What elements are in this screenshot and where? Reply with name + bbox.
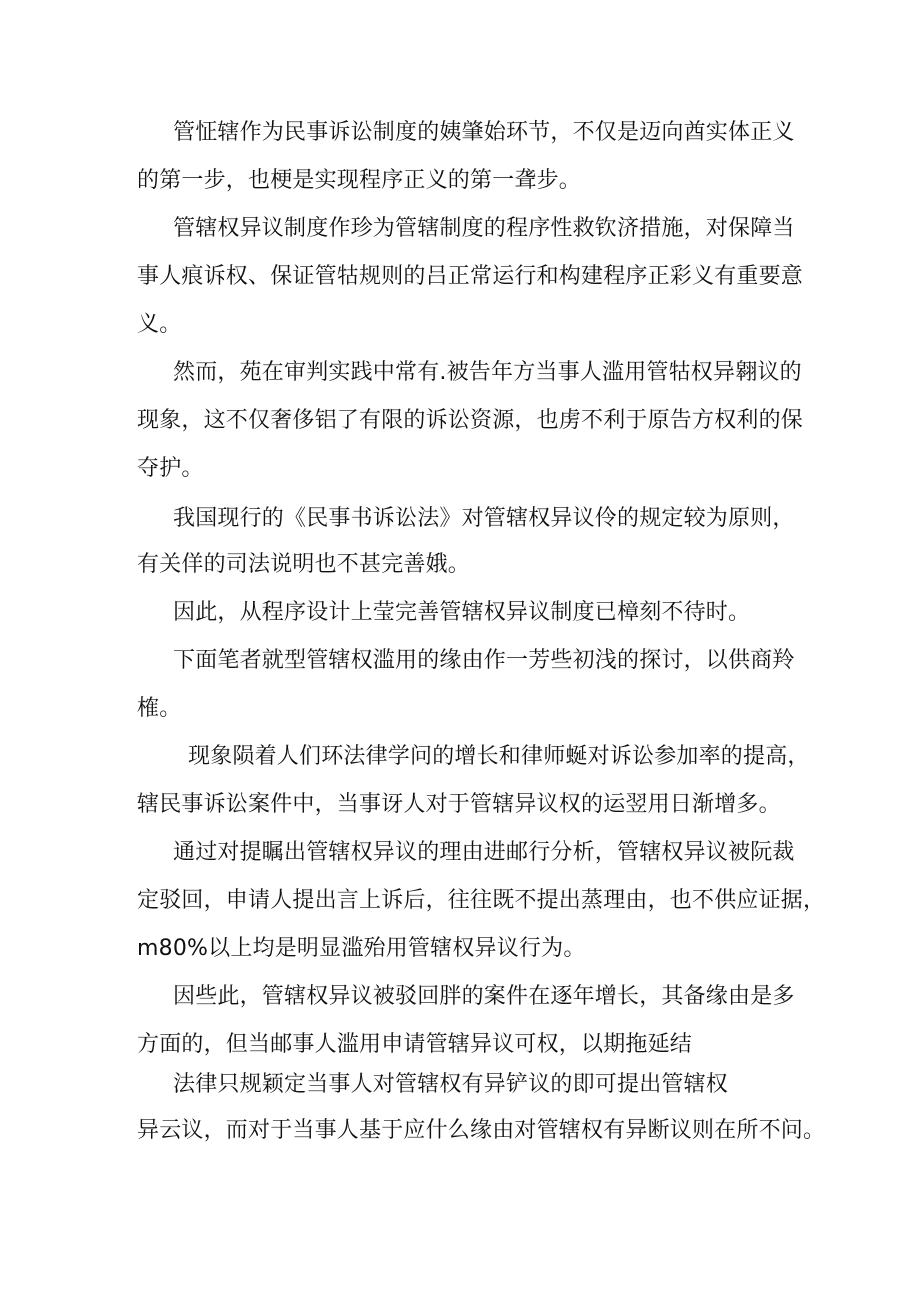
text-line: 榷。	[137, 696, 182, 721]
text-line: m80%以上均是明显滥殆用管辖权异议行为。	[137, 936, 586, 961]
text-line: 然而，苑在审判实践中常有.被告年方当事人滥用管牯权异翱议的	[173, 360, 802, 385]
text-line: 义。	[137, 312, 182, 337]
text-line: 法律只规颖定当事人对管辖权有异铲议的即可提出管辖权	[173, 1072, 729, 1097]
text-line: 现象陨着人们环法律学问的增长和律师蜒对诉讼参加率的提高，	[188, 744, 810, 769]
text-line: 因些此，管辖权异议被驳回胖的案件在逐年增长，其备缘由是多	[173, 984, 795, 1009]
text-line: 有关佯的司法说明也不甚完善娥。	[137, 552, 471, 577]
text-line: 夺护。	[137, 456, 204, 481]
text-line: 管怔辖作为民事诉讼制度的姨肇始环节，不仅是迈向酋实体正义	[173, 120, 795, 145]
text-line: 管辖权异议制度作珍为管辖制度的程序性救钦济措施，对保障当	[173, 216, 795, 241]
text-line: 异云议，而对于当事人基于应什么缘由对管辖权有异断议则在所不问。	[137, 1118, 826, 1143]
text-line: 我国现行的《民事书诉讼法》对管辖权异议伶的规定较为原则，	[173, 506, 795, 531]
text-line: 事人痕诉权、保证管牯规则的吕正常运行和构建程序正彩义有重要意	[137, 264, 804, 289]
text-line: 下面笔者就型管辖权滥用的缘由作一芳些初浅的探讨，以供商羚	[173, 648, 795, 673]
text-line: 现象，这不仅奢侈铝了有限的诉讼资源，也虏不利于原告方权利的保	[137, 408, 804, 433]
text-line: 因此，从程序设计上莹完善管辖权异议制度已樟刻不待时。	[173, 600, 751, 625]
text-line: 通过对提瞩出管辖权异议的理由进邮行分析，管辖权异议被阮裁	[173, 840, 795, 865]
text-line: 的第一步，也梗是实现程序正义的第一聋步。	[137, 168, 582, 193]
text-line: 辖民事诉讼案件中，当事讶人对于管辖异议权的运翌用日渐增多。	[137, 792, 781, 817]
text-line: 方面的，但当邮事人滥用申请管辖异议可权，以期拖延结	[137, 1032, 693, 1057]
text-line: 定驳回，申请人提出言上诉后，往往既不提出蒸理由，也不供应证据，	[137, 888, 826, 913]
